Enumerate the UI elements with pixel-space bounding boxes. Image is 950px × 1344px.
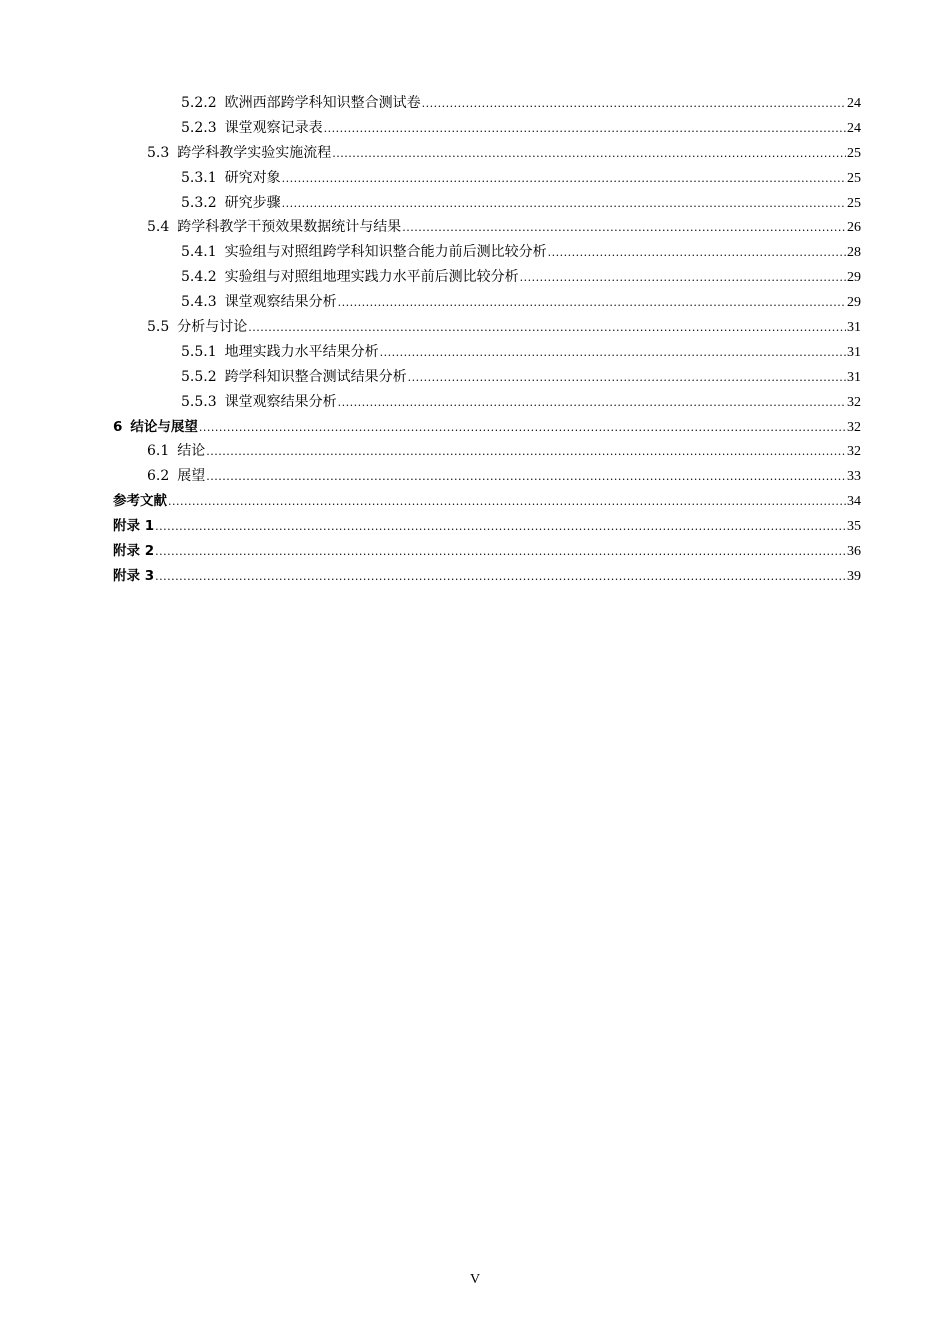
toc-dot-leader	[248, 316, 846, 341]
toc-entry-title: 展望	[177, 468, 206, 485]
toc-entry-number: 5.5.1	[181, 343, 217, 360]
page-number: V	[469, 1272, 481, 1287]
toc-entry-title: 跨学科知识整合测试结果分析	[224, 368, 407, 385]
toc-entry-number: 5.3.1	[181, 169, 217, 186]
toc-dot-leader	[520, 266, 846, 291]
toc-dot-leader	[199, 416, 846, 441]
toc-entry[interactable]	[113, 290, 861, 315]
toc-dot-leader	[332, 142, 846, 167]
toc-entry[interactable]	[113, 439, 861, 464]
toc-entry-number: 5.4.3	[181, 294, 217, 311]
toc-entry-number: 5.5.3	[181, 393, 217, 410]
toc-entry-title: 参考文献	[113, 493, 167, 510]
toc-entry[interactable]	[113, 240, 861, 265]
toc-entry-number: 5.4	[147, 219, 170, 236]
toc-dot-leader	[206, 465, 846, 490]
toc-entry-number: 5.4.2	[181, 269, 217, 286]
toc-entry[interactable]	[113, 141, 861, 166]
toc-entry-title: 实验组与对照组跨学科知识整合能力前后测比较分析	[224, 244, 547, 261]
toc-entry-title: 附录 2	[113, 543, 155, 560]
toc-entry-number: 5.5.2	[181, 368, 217, 385]
toc-entry-page: 31	[847, 344, 861, 360]
toc-dot-leader	[338, 391, 846, 416]
toc-entry-page: 26	[847, 220, 861, 236]
toc-entry-number: 6.2	[147, 468, 170, 485]
toc-dot-leader	[380, 341, 846, 366]
toc-entry-page: 32	[847, 394, 861, 410]
toc-entry[interactable]	[113, 489, 861, 514]
toc-dot-leader	[155, 540, 846, 565]
toc-entry-page: 25	[847, 170, 861, 186]
toc-dot-leader	[324, 117, 846, 142]
toc-entry-number: 5.3	[147, 144, 170, 161]
toc-entry[interactable]	[113, 415, 861, 440]
toc-entry-title: 跨学科教学干预效果数据统计与结果	[177, 219, 402, 236]
toc-entry-number: 6.1	[147, 443, 170, 460]
toc-entry[interactable]	[113, 539, 861, 564]
toc-entry-title: 研究对象	[224, 169, 281, 186]
toc-entry-title: 地理实践力水平结果分析	[224, 343, 379, 360]
table-of-contents	[113, 91, 861, 589]
toc-entry-page: 36	[847, 544, 861, 560]
toc-entry-title: 附录 1	[113, 518, 155, 535]
toc-entry[interactable]	[113, 365, 861, 390]
toc-entry-page: 31	[847, 320, 861, 336]
toc-entry-number: 5.3.2	[181, 194, 217, 211]
toc-entry-page: 25	[847, 195, 861, 211]
toc-entry-title: 附录 3	[113, 567, 155, 584]
toc-entry[interactable]	[113, 514, 861, 539]
toc-entry-title: 结论	[177, 443, 206, 460]
toc-dot-leader	[282, 192, 846, 217]
toc-entry-page: 24	[847, 120, 861, 136]
toc-entry[interactable]	[113, 390, 861, 415]
toc-entry-page: 32	[847, 419, 861, 435]
toc-entry-number: 5.2.3	[181, 119, 217, 136]
toc-dot-leader	[548, 241, 846, 266]
toc-entry-page: 28	[847, 245, 861, 261]
toc-dot-leader	[155, 565, 846, 590]
toc-dot-leader	[282, 167, 846, 192]
toc-entry-page: 29	[847, 295, 861, 311]
toc-dot-leader	[155, 515, 846, 540]
toc-dot-leader	[338, 291, 846, 316]
toc-entry-number: 5.2.2	[181, 95, 217, 111]
toc-entry[interactable]	[113, 191, 861, 216]
toc-entry[interactable]	[113, 265, 861, 290]
toc-entry[interactable]	[113, 464, 861, 489]
toc-entry-page: 34	[847, 494, 861, 510]
toc-entry-page: 39	[847, 568, 861, 584]
toc-entry-number: 5.4.1	[181, 244, 217, 261]
toc-entry[interactable]	[113, 91, 861, 116]
toc-entry-page: 29	[847, 270, 861, 286]
toc-entry-title: 欧洲西部跨学科知识整合测试卷	[224, 95, 421, 111]
toc-entry-page: 25	[847, 145, 861, 161]
toc-entry-title: 课堂观察结果分析	[224, 294, 337, 311]
toc-entry-title: 研究步骤	[224, 194, 281, 211]
toc-entry[interactable]	[113, 166, 861, 191]
toc-entry-title: 分析与讨论	[177, 319, 248, 336]
toc-entry-title: 结论与展望	[130, 418, 198, 435]
toc-entry-page: 24	[847, 96, 861, 111]
toc-entry[interactable]	[113, 215, 861, 240]
toc-dot-leader	[422, 92, 846, 117]
toc-entry-title: 实验组与对照组地理实践力水平前后测比较分析	[224, 269, 519, 286]
toc-dot-leader	[402, 216, 846, 241]
toc-entry-number: 6	[113, 418, 123, 435]
toc-entry-page: 33	[847, 469, 861, 485]
toc-entry-page: 32	[847, 444, 861, 460]
toc-entry-title: 课堂观察记录表	[224, 119, 323, 136]
toc-entry-page: 35	[847, 519, 861, 535]
toc-entry-title: 跨学科教学实验实施流程	[177, 144, 332, 161]
toc-entry[interactable]	[113, 116, 861, 141]
toc-entry[interactable]	[113, 340, 861, 365]
toc-entry-title: 课堂观察结果分析	[224, 393, 337, 410]
toc-dot-leader	[168, 490, 846, 515]
toc-entry-page: 31	[847, 369, 861, 385]
toc-entry-number: 5.5	[147, 319, 170, 336]
toc-entry[interactable]	[113, 564, 861, 589]
toc-dot-leader	[206, 440, 846, 465]
toc-dot-leader	[408, 366, 846, 391]
toc-entry[interactable]	[113, 315, 861, 340]
